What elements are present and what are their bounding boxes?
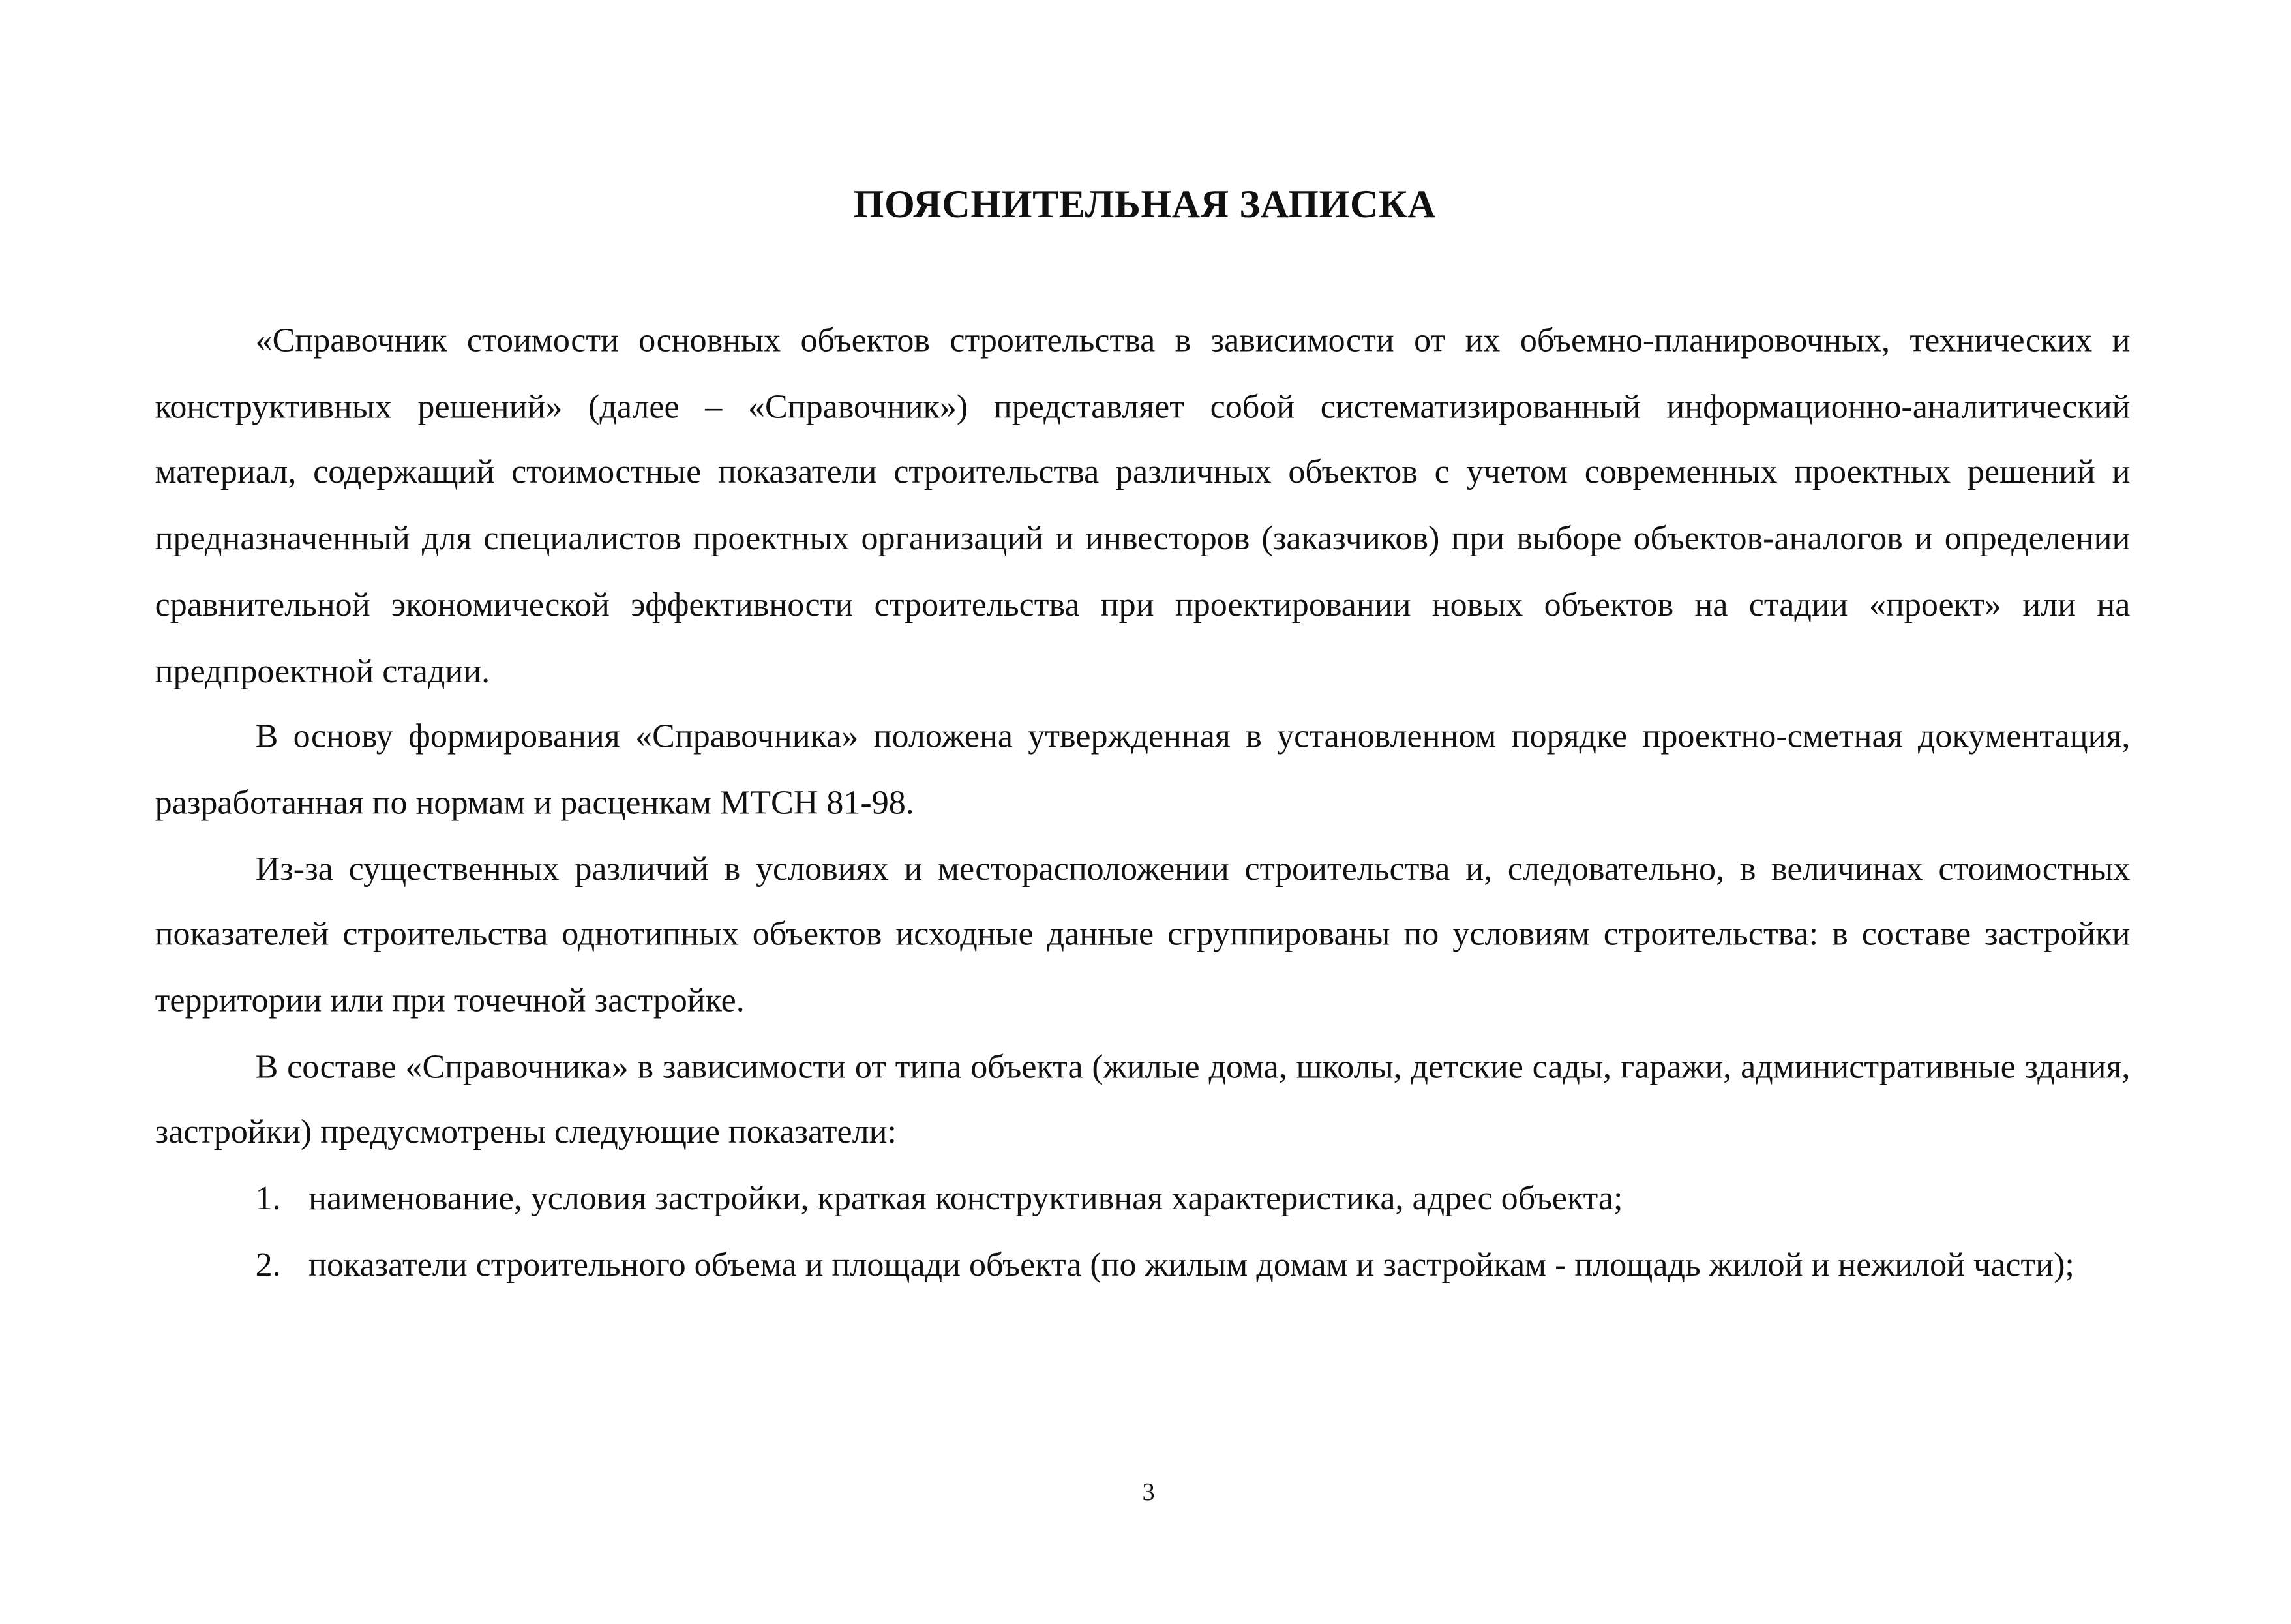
- list-item: [155, 1167, 2131, 1233]
- indicators-list: [155, 1167, 2131, 1299]
- paragraph-contents: В составе «Справочника» в зависимости от типа объекта (жилые дома, школы, детские сады, гаражи, административные здания, застройки) предусмотрены следующие показатели:: [155, 1047, 2131, 1151]
- document-title: ПОЯСНИТЕЛЬНАЯ ЗАПИСКА: [853, 181, 1437, 226]
- list-item-number: 1.: [255, 1179, 281, 1217]
- paragraph-basis: В основу формирования «Справочника» положена утвержденная в установленном порядке проектно-сметная документация, разработанная по нормам и расценкам МТСН 81-98.: [155, 717, 2131, 821]
- list-item: [155, 1233, 2131, 1299]
- paragraph-grouping: Из-за существенных различий в условиях и месторасположении строительства и, следовательно, в величинах стоимостных показателей строительства однотипных объектов исходные данные сгруппированы по условиям строительства: в составе застройки территории или при точечной застройке.: [155, 850, 2131, 1019]
- list-item-text: наименование, условия застройки, краткая конструктивная характеристика, адрес объекта;: [308, 1179, 1623, 1217]
- document-body: [155, 308, 2131, 1299]
- list-item-text: показатели строительного объема и площади объекта (по жилым домам и застройкам - площадь жилой и нежилой части);: [308, 1246, 2074, 1283]
- list-item-number: 2.: [255, 1246, 281, 1283]
- page-number: 3: [1142, 1477, 1155, 1506]
- paragraph-intro: «Справочник стоимости основных объектов строительства в зависимости от их объемно-планировочных, технических и конструктивных решений» (далее – «Справочник») представляет собой систематизированный информационно-аналитический материал, содержащий стоимостные показатели строительства различных объектов с учетом современных проектных решений и предназначенный для специалистов проектных организаций и инвесторов (заказчиков) при выборе объектов-аналогов и определении сравнительной экономической эффективности строительства при проектировании новых объектов на стадии «проект» или на предпроектной стадии.: [155, 322, 2131, 689]
